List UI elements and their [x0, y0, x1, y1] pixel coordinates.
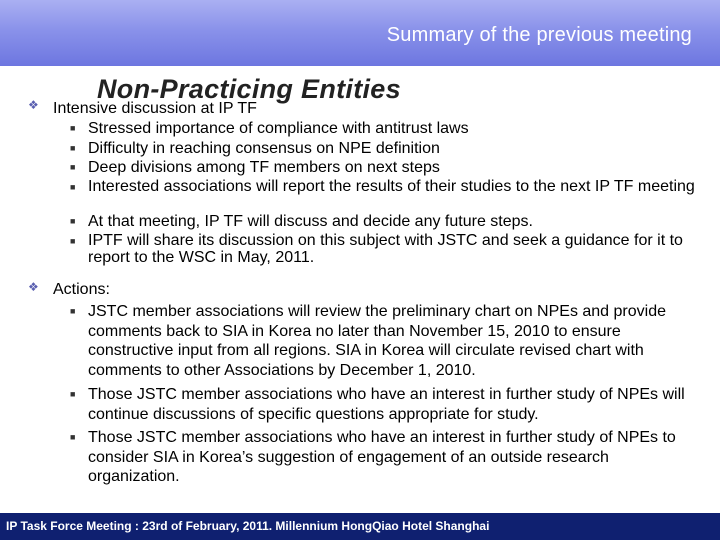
list-item: Difficulty in reaching consensus on NPE definition: [88, 140, 440, 157]
square-bullet-icon: ■: [70, 389, 76, 399]
section-title: Actions:: [53, 281, 110, 298]
list-item: Interested associations will report the results of their studies to the next IP TF meeting: [88, 178, 695, 195]
square-bullet-icon: ■: [70, 306, 76, 316]
header-bar: [0, 0, 720, 66]
diamond-bullet-icon: ❖: [28, 280, 39, 294]
square-bullet-icon: ■: [70, 123, 76, 133]
list-item: Deep divisions among TF members on next steps: [88, 159, 440, 176]
list-item: Those JSTC member associations who have an interest in further study of NPEs to consider SIA in Korea’s suggestion of engagement of an outside research organization.: [88, 429, 676, 485]
square-bullet-icon: ■: [70, 216, 76, 226]
list-item: At that meeting, IP TF will discuss and decide any future steps.: [88, 213, 533, 230]
square-bullet-icon: ■: [70, 143, 76, 153]
section-title: Intensive discussion at IP TF: [53, 100, 257, 117]
list-item: JSTC member associations will review the preliminary chart on NPEs and provide comments back to SIA in Korea no later than November 15, 2010 to ensure constructive input from all regions. SIA in Korea will circulate revised chart with comments to other Associations by December 1, 2010.: [88, 303, 666, 379]
slide-title: Summary of the previous meeting: [386, 24, 692, 46]
footer-text: IP Task Force Meeting : 23rd of February, 2011. Millennium HongQiao Hotel Shanghai: [6, 519, 490, 533]
list-item: Stressed importance of compliance with antitrust laws: [88, 120, 469, 137]
main-heading: Non-Practicing Entities: [97, 74, 401, 104]
list-item: IPTF will share its discussion on this subject with JSTC and seek a guidance for it to report to the WSC in May, 2011.: [88, 232, 683, 266]
square-bullet-icon: ■: [70, 162, 76, 172]
diamond-bullet-icon: ❖: [28, 98, 39, 112]
square-bullet-icon: ■: [70, 182, 76, 192]
square-bullet-icon: ■: [70, 236, 76, 246]
square-bullet-icon: ■: [70, 432, 76, 442]
footer-bar: [0, 513, 720, 540]
list-item: Those JSTC member associations who have an interest in further study of NPEs will continue discussions of specific questions appropriate for study.: [88, 386, 685, 423]
